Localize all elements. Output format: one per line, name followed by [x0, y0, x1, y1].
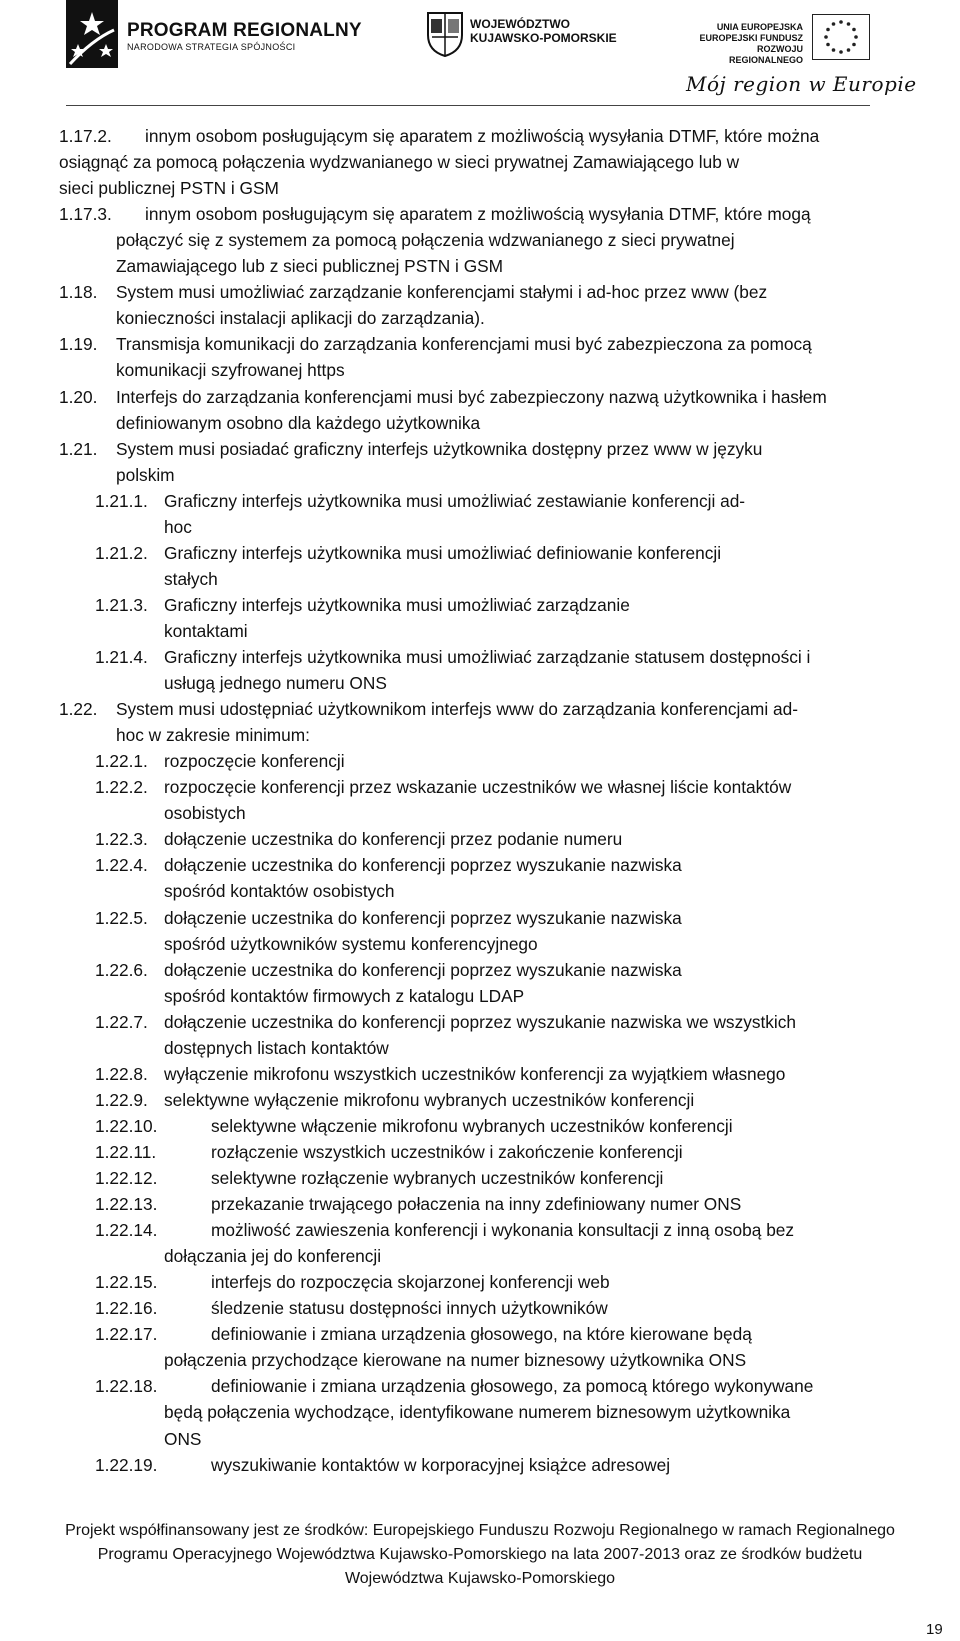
item-number: 1.22.3.: [95, 829, 148, 849]
item-text-continuation: stałych: [164, 569, 218, 589]
item-number: 1.22.: [59, 699, 98, 719]
eu-star-icon: [852, 43, 856, 47]
item-text: rozpoczęcie konferencji: [164, 751, 345, 771]
program-title: PROGRAM REGIONALNY: [127, 20, 362, 41]
item-number: 1.22.9.: [95, 1090, 148, 1110]
voivodeship-crest-icon: [426, 11, 464, 57]
item-number: 1.22.13.: [95, 1194, 158, 1214]
page-header: [66, 0, 917, 108]
eu-line3: ROZWOJU REGIONALNEGO: [728, 44, 803, 65]
item-number: 1.22.14.: [95, 1220, 158, 1240]
item-text: System musi posiadać graficzny interfejs użytkownika dostępny przez www w języku: [116, 439, 763, 459]
item-text: System musi umożliwiać zarządzanie konferencjami stałymi i ad-hoc przez www (bez: [116, 282, 768, 302]
eu-star-icon: [832, 22, 836, 26]
eu-star-icon: [852, 28, 856, 32]
eu-star-icon: [839, 20, 843, 24]
item-number: 1.22.19.: [95, 1455, 158, 1475]
item-text: interfejs do rozpoczęcia skojarzonej konferencji web: [211, 1272, 610, 1292]
eu-star-icon: [826, 43, 830, 47]
item-number: 1.22.12.: [95, 1168, 158, 1188]
item-text: selektywne włączenie mikrofonu wybranych uczestników konferencji: [211, 1116, 733, 1136]
item-text-continuation: hoc w zakresie minimum:: [116, 725, 310, 745]
item-text: dołączenie uczestnika do konferencji poprzez wyszukanie nazwiska: [164, 960, 682, 980]
item-text-continuation: dostępnych listach kontaktów: [164, 1038, 389, 1058]
item-number: 1.21.4.: [95, 647, 148, 667]
item-text: innym osobom posługującym się aparatem z możliwością wysyłania DTMF, które mogą: [145, 204, 811, 224]
item-text-continuation: polskim: [116, 465, 175, 485]
item-number: 1.21.2.: [95, 543, 148, 563]
program-regionalny-logo-icon: [66, 0, 118, 68]
item-number: 1.17.2.: [59, 126, 112, 146]
item-text-continuation: konieczności instalacji aplikacji do zarządzania).: [116, 308, 485, 328]
item-text-continuation: osiągnąć za pomocą połączenia wydzwanianego w sieci prywatnej Zamawiającego lub w: [59, 152, 740, 172]
item-text-continuation: definiowanym osobno dla każdego użytkownika: [116, 413, 481, 433]
item-text-continuation: dołączania jej do konferencji: [164, 1246, 382, 1266]
item-number: 1.22.1.: [95, 751, 148, 771]
item-number: 1.22.15.: [95, 1272, 158, 1292]
eu-star-icon: [832, 48, 836, 52]
item-number: 1.22.17.: [95, 1324, 158, 1344]
footer-line1: Projekt współfinansowany jest ze środków: Europejskiego Funduszu Rozwoju Regionalnego w ramach Regionalnego: [65, 1522, 895, 1539]
eu-star-icon: [839, 50, 843, 54]
item-number: 1.22.8.: [95, 1064, 148, 1084]
item-number: 1.22.7.: [95, 1012, 148, 1032]
item-number: 1.21.3.: [95, 595, 148, 615]
eu-flag-icon: [812, 14, 870, 60]
item-number: 1.21.1.: [95, 491, 148, 511]
item-text-continuation: połączyć się z systemem za pomocą połączenia wdzwanianego z sieci prywatnej: [116, 230, 735, 250]
item-text-continuation: osobistych: [164, 803, 246, 823]
item-text-continuation: spośród kontaktów firmowych z katalogu LDAP: [164, 986, 525, 1006]
item-number: 1.20.: [59, 387, 98, 407]
item-text-continuation: połączenia przychodzące kierowane na numer biznesowy użytkownika ONS: [164, 1350, 747, 1370]
program-subtitle: NARODOWA STRATEGIA SPÓJNOŚCI: [127, 42, 296, 52]
item-text-continuation: kontaktami: [164, 621, 248, 641]
voivodeship-name: [470, 17, 617, 45]
page-footer: [0, 1519, 960, 1591]
item-text-continuation: sieci publicznej PSTN i GSM: [59, 178, 279, 198]
item-text-continuation: hoc: [164, 517, 192, 537]
item-number: 1.18.: [59, 282, 98, 302]
item-number: 1.22.10.: [95, 1116, 158, 1136]
footer-line3: Województwa Kujawsko-Pomorskiego: [344, 1570, 616, 1587]
item-number: 1.22.2.: [95, 777, 148, 797]
item-number: 1.22.6.: [95, 960, 148, 980]
item-number: 1.19.: [59, 334, 98, 354]
item-text-continuation: ONS: [164, 1429, 202, 1449]
item-text: przekazanie trwającego połaczenia na inny zdefiniowany numer ONS: [211, 1194, 742, 1214]
item-number: 1.21.: [59, 439, 98, 459]
item-text: Graficzny interfejs użytkownika musi umożliwiać definiowanie konferencji: [164, 543, 722, 563]
item-number: 1.22.16.: [95, 1298, 158, 1318]
item-number: 1.22.18.: [95, 1376, 158, 1396]
item-text-continuation: będą połączenia wychodzące, identyfikowane numerem biznesowym użytkownika: [164, 1402, 791, 1422]
item-text: definiowanie i zmiana urządzenia głosowego, na które kierowane będą: [211, 1324, 752, 1344]
item-text: System musi udostępniać użytkownikom interfejs www do zarządzania konferencjami ad-: [116, 699, 798, 719]
eu-line2: EUROPEJSKI FUNDUSZ: [699, 33, 803, 43]
item-number: 1.22.5.: [95, 908, 148, 928]
item-text-continuation: spośród kontaktów osobistych: [164, 881, 395, 901]
item-text: rozpoczęcie konferencji przez wskazanie uczestników we własnej liście kontaktów: [164, 777, 792, 797]
item-text: dołączenie uczestnika do konferencji poprzez wyszukanie nazwiska: [164, 908, 682, 928]
item-text-continuation: spośród użytkowników systemu konferencyjnego: [164, 934, 538, 954]
eu-star-icon: [854, 35, 858, 39]
item-text: wyłączenie mikrofonu wszystkich uczestników konferencji za wyjątkiem własnego: [164, 1064, 786, 1084]
item-text: wyszukiwanie kontaktów w korporacyjnej książce adresowej: [211, 1455, 671, 1475]
item-text: dołączenie uczestnika do konferencji przez podanie numeru: [164, 829, 623, 849]
item-text-continuation: Zamawiającego lub z sieci publicznej PSTN i GSM: [116, 256, 504, 276]
item-text: Interfejs do zarządzania konferencjami musi być zabezpieczony nazwą użytkownika i hasłem: [116, 387, 827, 407]
item-text: definiowanie i zmiana urządzenia głosowego, za pomocą którego wykonywane: [211, 1376, 814, 1396]
item-text: Graficzny interfejs użytkownika musi umożliwiać zarządzanie statusem dostępności i: [164, 647, 811, 667]
item-number: 1.17.3.: [59, 204, 112, 224]
program-regionalny-text: [127, 21, 362, 53]
item-text: śledzenie statusu dostępności innych użytkowników: [211, 1298, 608, 1318]
item-text-continuation: komunikacji szyfrowanej https: [116, 360, 345, 380]
item-text: rozłączenie wszystkich uczestników i zakończenie konferencji: [211, 1142, 683, 1162]
eu-star-icon: [826, 28, 830, 32]
item-text-continuation: usługą jednego numeru ONS: [164, 673, 387, 693]
eu-line1: UNIA EUROPEJSKA: [716, 22, 803, 32]
item-number: 1.22.4.: [95, 855, 148, 875]
item-text: dołączenie uczestnika do konferencji poprzez wyszukanie nazwiska: [164, 855, 682, 875]
item-text: dołączenie uczestnika do konferencji poprzez wyszukanie nazwiska we wszystkich: [164, 1012, 797, 1032]
item-text: innym osobom posługującym się aparatem z możliwością wysyłania DTMF, które można: [145, 126, 820, 146]
page-number: 19: [926, 1621, 943, 1638]
eu-star-icon: [824, 35, 828, 39]
item-text: Transmisja komunikacji do zarządzania konferencjami musi być zabezpieczona za pomocą: [116, 334, 812, 354]
item-text: Graficzny interfejs użytkownika musi umożliwiać zestawianie konferencji ad-: [164, 491, 746, 511]
item-number: 1.22.11.: [95, 1142, 157, 1162]
item-text: selektywne rozłączenie wybranych uczestników konferencji: [211, 1168, 664, 1188]
eu-fund-text: [681, 22, 803, 66]
header-divider: [66, 105, 870, 106]
motto-signature: Mój region w Europie: [686, 72, 917, 96]
item-text: selektywne wyłączenie mikrofonu wybranych uczestników konferencji: [164, 1090, 695, 1110]
eu-star-icon: [847, 48, 851, 52]
footer-line2: Programu Operacyjnego Województwa Kujawsko-Pomorskiego na lata 2007-2013 oraz ze środków budżetu: [97, 1546, 863, 1563]
voivodeship-line1: WOJEWÓDZTWO: [470, 17, 570, 31]
eu-star-icon: [847, 22, 851, 26]
voivodeship-line2: KUJAWSKO-POMORSKIE: [470, 31, 617, 45]
item-text: Graficzny interfejs użytkownika musi umożliwiać zarządzanie: [164, 595, 630, 615]
item-text: możliwość zawieszenia konferencji i wykonania konsultacji z inną osobą bez: [211, 1220, 795, 1240]
